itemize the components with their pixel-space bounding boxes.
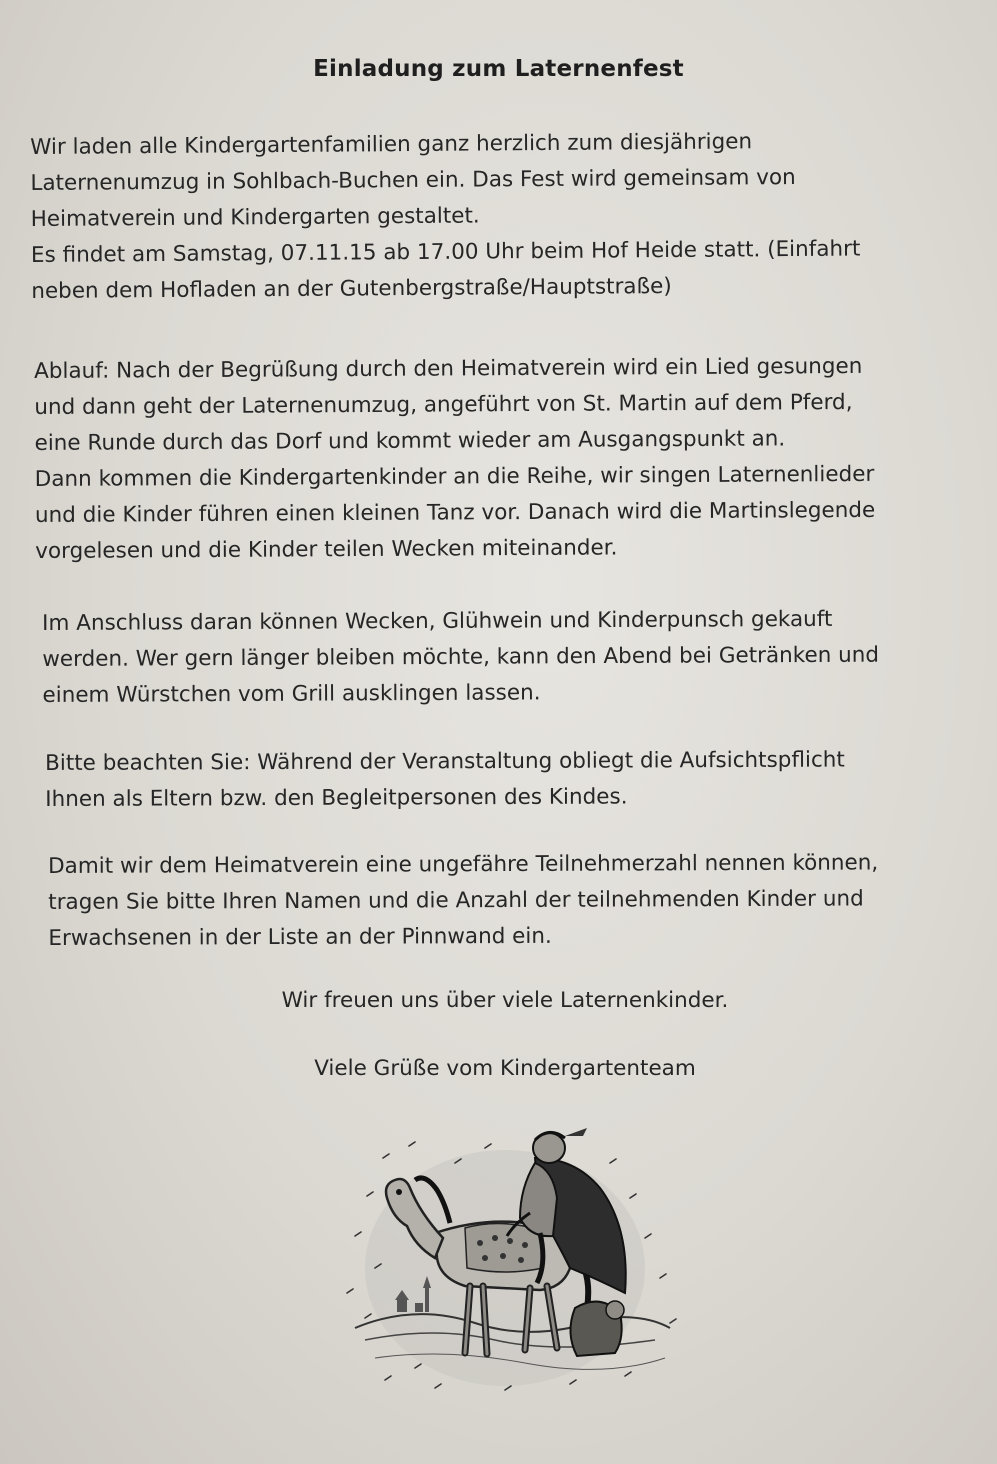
paragraph-schedule: [34, 349, 876, 570]
text-line: Es findet am Samstag, 07.11.15 ab 17.00 Uhr beim Hof Heide statt. (Einfahrt: [30, 236, 861, 268]
text-line: und dann geht der Laternenumzug, angeführt von St. Martin auf dem Pferd,: [34, 390, 853, 420]
text-line: Erwachsenen in der Liste an der Pinnwand ein.: [48, 923, 552, 951]
text-line: Wir laden alle Kindergartenfamilien ganz herzlich zum diesjährigen: [30, 129, 753, 160]
text-line: Dann kommen die Kindergartenkinder an die Reihe, wir singen Laternenlieder: [34, 461, 875, 492]
text-line: Ablauf: Nach der Begrüßung durch den Heimatverein wird ein Lied gesungen: [34, 353, 863, 384]
text-line: werden. Wer gern länger bleiben möchte, kann den Abend bei Getränken und: [42, 642, 880, 672]
text-line: und die Kinder führen einen kleinen Tanz vor. Danach wird die Martinslegende: [34, 497, 876, 528]
document-title: Einladung zum Laternenfest: [313, 56, 684, 82]
st-martin-on-horse-illustration: [325, 1118, 695, 1408]
text-line: Ihnen als Eltern bzw. den Begleitpersonen des Kindes.: [45, 784, 628, 812]
paragraph-supervision: [45, 743, 845, 818]
text-line: Im Anschluss daran können Wecken, Glühwein und Kinderpunsch gekauft: [42, 606, 833, 636]
text-line: vorgelesen und die Kinder teilen Wecken miteinander.: [35, 535, 618, 564]
paragraph-registration: [48, 845, 879, 957]
text-line: tragen Sie bitte Ihren Namen und die Anzahl der teilnehmenden Kinder und: [48, 886, 864, 915]
paragraph-food: [42, 602, 879, 714]
text-line: Damit wir dem Heimatverein eine ungefähre Teilnehmerzahl nennen können,: [48, 850, 879, 879]
text-line: Bitte beachten Sie: Während der Veranstaltung obliegt die Aufsichtspflicht: [45, 747, 845, 776]
text-line: neben dem Hofladen an der Gutenbergstraße/Hauptstraße): [31, 273, 672, 304]
text-line: Laternenumzug in Sohlbach-Buchen ein. Das Fest wird gemeinsam von: [30, 164, 796, 196]
text-line: Heimatverein und Kindergarten gestaltet.: [30, 203, 480, 232]
closing-line: Wir freuen uns über viele Laternenkinder.: [281, 988, 729, 1013]
text-line: einem Würstchen vom Grill ausklingen lassen.: [42, 680, 541, 708]
paragraph-intro: [30, 123, 861, 310]
signature-line: Viele Grüße vom Kindergartenteam: [314, 1056, 696, 1081]
text-line: eine Runde durch das Dorf und kommt wieder am Ausgangspunkt an.: [34, 426, 786, 456]
